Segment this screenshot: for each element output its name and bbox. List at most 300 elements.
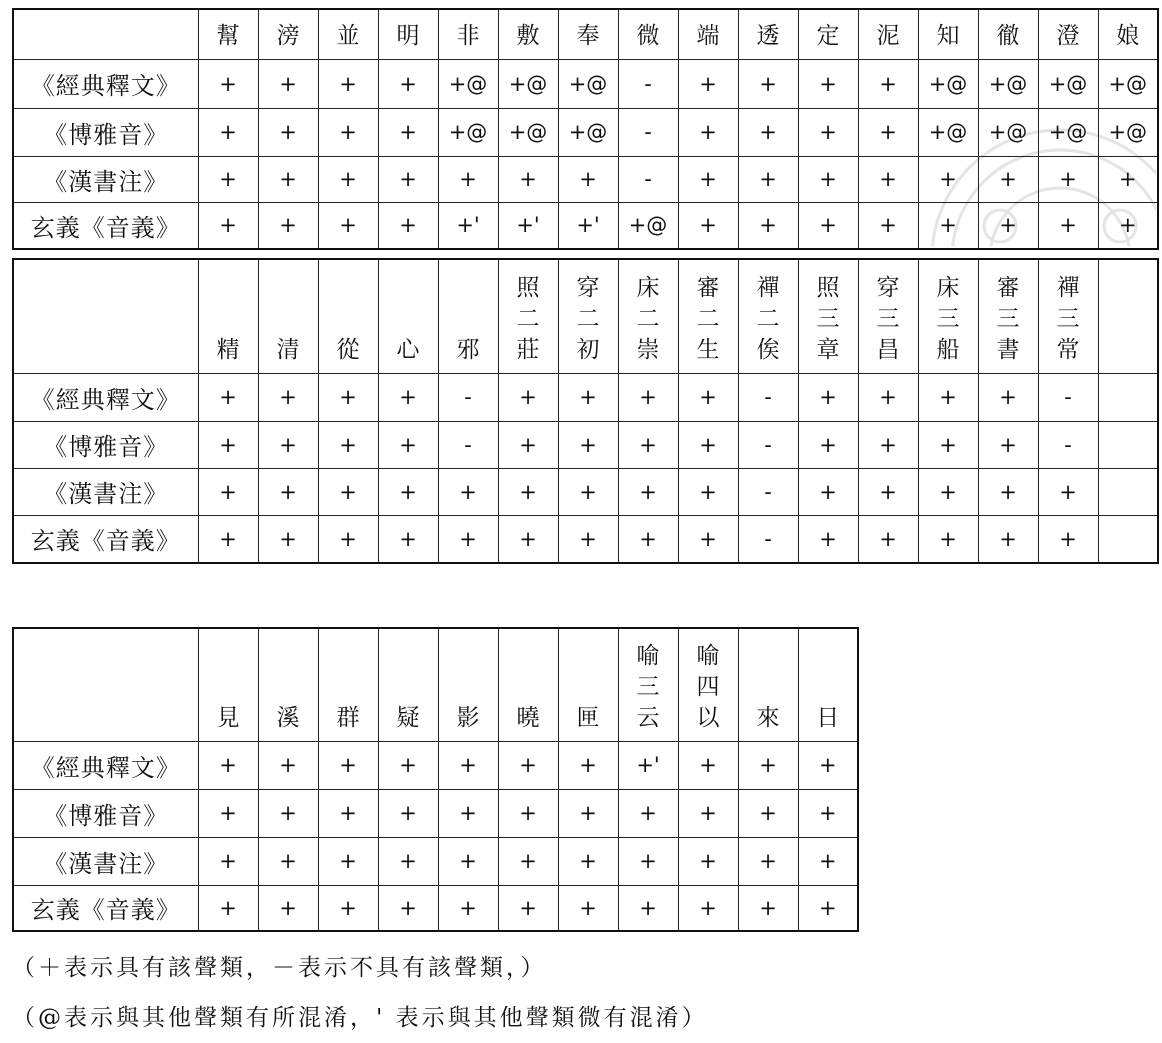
header-char: 並 [336, 22, 360, 49]
initials-table-1 [12, 8, 1159, 250]
header-char: 生 [696, 336, 720, 363]
table-cell: + [978, 421, 1038, 468]
table-cell: + [558, 373, 618, 421]
header-char: 初 [576, 336, 600, 363]
column-header [738, 9, 798, 59]
row-label: 《經典釋文》 [13, 741, 198, 789]
table-cell: + [318, 108, 378, 156]
table-cell: + [378, 202, 438, 249]
column-header [318, 628, 378, 741]
table-cell: + [198, 789, 258, 837]
header-char: 知 [936, 22, 960, 49]
column-header [1038, 9, 1098, 59]
table-cell: +@ [618, 202, 678, 249]
table-cell: + [618, 789, 678, 837]
table-cell: + [378, 468, 438, 515]
table-cell: + [858, 373, 918, 421]
header-char: 日 [816, 704, 840, 731]
header-char: 二 [636, 305, 660, 332]
corner-cell [13, 259, 198, 373]
table-cell: + [558, 468, 618, 515]
table-cell: + [258, 837, 318, 885]
legend-note-presence: （＋表示具有該聲類，－表示不具有該聲類，） [12, 955, 547, 981]
row-label: 《經典釋文》 [13, 59, 198, 108]
header-char: 曉 [516, 704, 540, 731]
header-char: 邪 [456, 336, 480, 363]
table-cell: + [798, 515, 858, 563]
header-char: 群 [336, 704, 360, 731]
empty-cell [1098, 468, 1158, 515]
header-char: 常 [1056, 336, 1080, 363]
column-header [678, 259, 738, 373]
table-cell: + [558, 885, 618, 931]
table-cell: - [738, 515, 798, 563]
column-header [978, 259, 1038, 373]
table-cell: + [558, 421, 618, 468]
table-cell: + [798, 421, 858, 468]
table-cell: + [678, 468, 738, 515]
table-cell: + [798, 373, 858, 421]
header-char: 船 [936, 336, 960, 363]
table-cell: + [498, 373, 558, 421]
table-cell: + [738, 741, 798, 789]
column-header [438, 628, 498, 741]
column-header [558, 259, 618, 373]
column-header [798, 259, 858, 373]
header-char: 崇 [636, 336, 660, 363]
table-cell: - [618, 156, 678, 202]
table-cell: + [198, 468, 258, 515]
header-char: 溪 [276, 704, 300, 731]
empty-cell [1098, 373, 1158, 421]
table-cell: + [258, 59, 318, 108]
table-cell: + [258, 515, 318, 563]
table-cell: + [678, 789, 738, 837]
header-char: 俟 [756, 336, 780, 363]
table-cell: + [798, 108, 858, 156]
table-cell: + [1038, 468, 1098, 515]
header-char: 非 [456, 22, 480, 49]
table-cell: + [438, 885, 498, 931]
header-char: 奉 [576, 22, 600, 49]
column-header [618, 9, 678, 59]
header-char: 端 [696, 22, 720, 49]
table-cell: + [378, 837, 438, 885]
header-char: 三 [936, 305, 960, 332]
table-cell: + [678, 156, 738, 202]
table-cell: + [318, 741, 378, 789]
column-header [318, 259, 378, 373]
table-cell: + [318, 59, 378, 108]
table-cell: + [198, 421, 258, 468]
table-cell: +@ [558, 59, 618, 108]
header-char: 穿 [576, 274, 600, 301]
table-row [13, 515, 1158, 563]
table-row [13, 202, 1158, 249]
table-cell: + [558, 741, 618, 789]
table-cell: + [618, 373, 678, 421]
table-cell: + [858, 468, 918, 515]
legend-note-confusion: （@表示與其他聲類有所混淆，' 表示與其他聲類微有混淆） [12, 1005, 708, 1031]
header-char: 三 [636, 673, 660, 700]
table-cell: + [318, 789, 378, 837]
row-label: 《博雅音》 [13, 421, 198, 468]
header-char: 心 [396, 336, 420, 363]
row-label: 玄義《音義》 [13, 202, 198, 249]
table-cell: +@ [1098, 108, 1158, 156]
table-cell: + [858, 202, 918, 249]
column-header [258, 9, 318, 59]
column-header [498, 259, 558, 373]
table-cell: + [918, 202, 978, 249]
table-cell: + [738, 202, 798, 249]
table-cell: + [738, 789, 798, 837]
row-label: 《漢書注》 [13, 837, 198, 885]
column-header [918, 9, 978, 59]
table-cell: + [798, 837, 858, 885]
table-cell: + [678, 202, 738, 249]
table-header [13, 259, 1158, 373]
column-header [918, 259, 978, 373]
header-char: 匣 [576, 704, 600, 731]
table-cell: + [618, 885, 678, 931]
table-cell: + [678, 59, 738, 108]
header-char: 定 [816, 22, 840, 49]
initials-table-3 [12, 627, 859, 932]
table-cell: + [378, 59, 438, 108]
table-cell: - [1038, 421, 1098, 468]
table-cell: + [498, 421, 558, 468]
table-cell: + [438, 468, 498, 515]
column-header [318, 9, 378, 59]
column-header [798, 628, 858, 741]
table-cell: +@ [438, 59, 498, 108]
column-header [438, 259, 498, 373]
table-cell: - [618, 108, 678, 156]
table-cell: + [1098, 156, 1158, 202]
table-cell: +@ [1038, 108, 1098, 156]
table-cell: +@ [918, 59, 978, 108]
table-cell: + [978, 373, 1038, 421]
table-cell: + [258, 108, 318, 156]
header-char: 透 [756, 22, 780, 49]
table-cell: + [738, 156, 798, 202]
table-cell: +' [498, 202, 558, 249]
header-char: 云 [636, 704, 660, 731]
header-char: 床 [636, 274, 660, 301]
table-cell: +' [618, 741, 678, 789]
table-cell: +' [558, 202, 618, 249]
header-char: 娘 [1116, 22, 1140, 49]
table-cell: +@ [918, 108, 978, 156]
table-cell: + [858, 108, 918, 156]
header-row [13, 259, 1158, 373]
table-cell: + [618, 421, 678, 468]
header-char: 昌 [876, 336, 900, 363]
table-row [13, 468, 1158, 515]
header-char: 敷 [516, 22, 540, 49]
header-char: 四 [696, 673, 720, 700]
column-header [258, 628, 318, 741]
header-char: 三 [1056, 305, 1080, 332]
initials-table-2 [12, 258, 1159, 564]
table-cell: + [918, 421, 978, 468]
table-cell: - [738, 421, 798, 468]
table-cell: + [558, 837, 618, 885]
table-cell: + [378, 373, 438, 421]
table-cell: + [498, 789, 558, 837]
table-cell: +@ [498, 59, 558, 108]
column-header [198, 628, 258, 741]
header-char: 章 [816, 336, 840, 363]
table-cell: + [198, 373, 258, 421]
table-cell: +@ [978, 59, 1038, 108]
header-char: 照 [516, 274, 540, 301]
table-cell: - [738, 468, 798, 515]
table-cell: + [798, 59, 858, 108]
table-row [13, 837, 858, 885]
table-cell: + [978, 202, 1038, 249]
table-cell: + [558, 789, 618, 837]
column-header [798, 9, 858, 59]
table-row [13, 59, 1158, 108]
row-label: 《漢書注》 [13, 468, 198, 515]
table-cell: + [378, 515, 438, 563]
table-cell: + [738, 837, 798, 885]
column-header [258, 259, 318, 373]
table-cell: + [798, 789, 858, 837]
table-cell: + [498, 837, 558, 885]
column-header [618, 628, 678, 741]
row-label: 玄義《音義》 [13, 515, 198, 563]
table-cell: + [858, 515, 918, 563]
header-char: 三 [996, 305, 1020, 332]
table-cell: + [678, 108, 738, 156]
table-cell: + [498, 156, 558, 202]
table-cell: + [978, 515, 1038, 563]
table-cell: + [438, 837, 498, 885]
header-char: 二 [756, 305, 780, 332]
header-char: 審 [696, 274, 720, 301]
table-cell: + [978, 156, 1038, 202]
table-cell: + [438, 515, 498, 563]
column-header [198, 9, 258, 59]
table-cell: - [618, 59, 678, 108]
header-char: 喻 [636, 642, 660, 669]
table-cell: + [318, 515, 378, 563]
table-cell: + [198, 837, 258, 885]
table-header [13, 628, 858, 741]
table-cell: + [198, 741, 258, 789]
table-cell: + [498, 468, 558, 515]
header-char: 三 [816, 305, 840, 332]
table-cell: + [498, 741, 558, 789]
header-char: 泥 [876, 22, 900, 49]
table-row [13, 885, 858, 931]
header-char: 莊 [516, 336, 540, 363]
table-cell: + [678, 837, 738, 885]
table-cell: + [318, 468, 378, 515]
table-header [13, 9, 1158, 59]
header-char: 二 [696, 305, 720, 332]
column-header [858, 259, 918, 373]
table-cell: + [1038, 156, 1098, 202]
column-header [738, 259, 798, 373]
header-char: 影 [456, 704, 480, 731]
table-cell: + [858, 156, 918, 202]
header-row [13, 9, 1158, 59]
row-label: 《博雅音》 [13, 789, 198, 837]
table-cell: + [378, 108, 438, 156]
table-cell: +@ [978, 108, 1038, 156]
table-cell: + [258, 202, 318, 249]
table-body [13, 59, 1158, 249]
table-cell: + [918, 156, 978, 202]
header-char: 清 [276, 336, 300, 363]
column-header [1038, 259, 1098, 373]
table-cell: + [918, 515, 978, 563]
table-cell: + [318, 837, 378, 885]
header-char: 來 [756, 704, 780, 731]
table-cell: + [558, 156, 618, 202]
table-cell: + [378, 885, 438, 931]
table-cell: + [678, 373, 738, 421]
table-cell: + [318, 156, 378, 202]
table-cell: + [798, 202, 858, 249]
table-cell: + [498, 885, 558, 931]
table-cell: + [678, 885, 738, 931]
table-cell: +@ [498, 108, 558, 156]
table-cell: +@ [1038, 59, 1098, 108]
header-char: 穿 [876, 274, 900, 301]
column-header [558, 9, 618, 59]
header-char: 明 [396, 22, 420, 49]
table-cell: + [618, 515, 678, 563]
column-header [618, 259, 678, 373]
header-char: 喻 [696, 642, 720, 669]
table-row [13, 421, 1158, 468]
column-header [558, 628, 618, 741]
empty-cell [1098, 515, 1158, 563]
header-char: 徹 [996, 22, 1020, 49]
header-char: 滂 [276, 22, 300, 49]
header-char: 疑 [396, 704, 420, 731]
column-header [378, 259, 438, 373]
table-body [13, 741, 858, 931]
table-cell: + [918, 373, 978, 421]
header-char: 澄 [1056, 22, 1080, 49]
header-char: 以 [696, 704, 720, 731]
column-header [678, 9, 738, 59]
header-char: 二 [576, 305, 600, 332]
table-cell: + [738, 108, 798, 156]
table-cell: + [258, 885, 318, 931]
table-cell: + [1098, 202, 1158, 249]
table-cell: + [318, 421, 378, 468]
table-cell: + [378, 156, 438, 202]
header-char: 三 [876, 305, 900, 332]
header-char: 禪 [1056, 274, 1080, 301]
column-header [498, 9, 558, 59]
table-cell: + [858, 59, 918, 108]
table-row [13, 789, 858, 837]
table-body [13, 373, 1158, 563]
table-cell: + [738, 59, 798, 108]
column-header [978, 9, 1038, 59]
table-cell: + [978, 468, 1038, 515]
header-char: 幫 [216, 22, 240, 49]
column-header [378, 9, 438, 59]
table-cell: + [618, 837, 678, 885]
table-cell: + [378, 789, 438, 837]
table-cell: + [318, 202, 378, 249]
table-cell: + [678, 515, 738, 563]
table-cell: + [918, 468, 978, 515]
header-char: 精 [216, 336, 240, 363]
table-cell: + [198, 202, 258, 249]
table-row [13, 156, 1158, 202]
table-cell: + [258, 468, 318, 515]
table-cell: + [858, 421, 918, 468]
table-cell: + [798, 885, 858, 931]
table-cell: + [618, 468, 678, 515]
row-label: 《博雅音》 [13, 108, 198, 156]
table-cell: + [438, 741, 498, 789]
table-cell: + [798, 156, 858, 202]
row-label: 《漢書注》 [13, 156, 198, 202]
corner-cell [13, 628, 198, 741]
empty-column-header [1098, 259, 1158, 373]
table-cell: + [378, 421, 438, 468]
table-cell: + [198, 156, 258, 202]
table-cell: - [438, 373, 498, 421]
table-cell: + [318, 373, 378, 421]
table-cell: + [498, 515, 558, 563]
header-char: 禪 [756, 274, 780, 301]
column-header [1098, 9, 1158, 59]
header-char: 微 [636, 22, 660, 49]
table-row [13, 108, 1158, 156]
table-cell: - [438, 421, 498, 468]
table-cell: + [678, 421, 738, 468]
table-cell: + [798, 741, 858, 789]
table-cell: + [738, 885, 798, 931]
table-cell: + [258, 421, 318, 468]
column-header [858, 9, 918, 59]
table-cell: +@ [558, 108, 618, 156]
table-cell: +' [438, 202, 498, 249]
header-char: 從 [336, 336, 360, 363]
header-char: 照 [816, 274, 840, 301]
table-cell: + [798, 468, 858, 515]
column-header [678, 628, 738, 741]
table-row [13, 741, 858, 789]
column-header [378, 628, 438, 741]
header-char: 床 [936, 274, 960, 301]
header-char: 審 [996, 274, 1020, 301]
table-row [13, 373, 1158, 421]
column-header [438, 9, 498, 59]
table-cell: + [1038, 515, 1098, 563]
table-cell: + [258, 156, 318, 202]
table-cell: + [318, 885, 378, 931]
table-cell: + [258, 789, 318, 837]
row-label: 《經典釋文》 [13, 373, 198, 421]
column-header [198, 259, 258, 373]
header-char: 二 [516, 305, 540, 332]
table-cell: + [198, 885, 258, 931]
corner-cell [13, 9, 198, 59]
